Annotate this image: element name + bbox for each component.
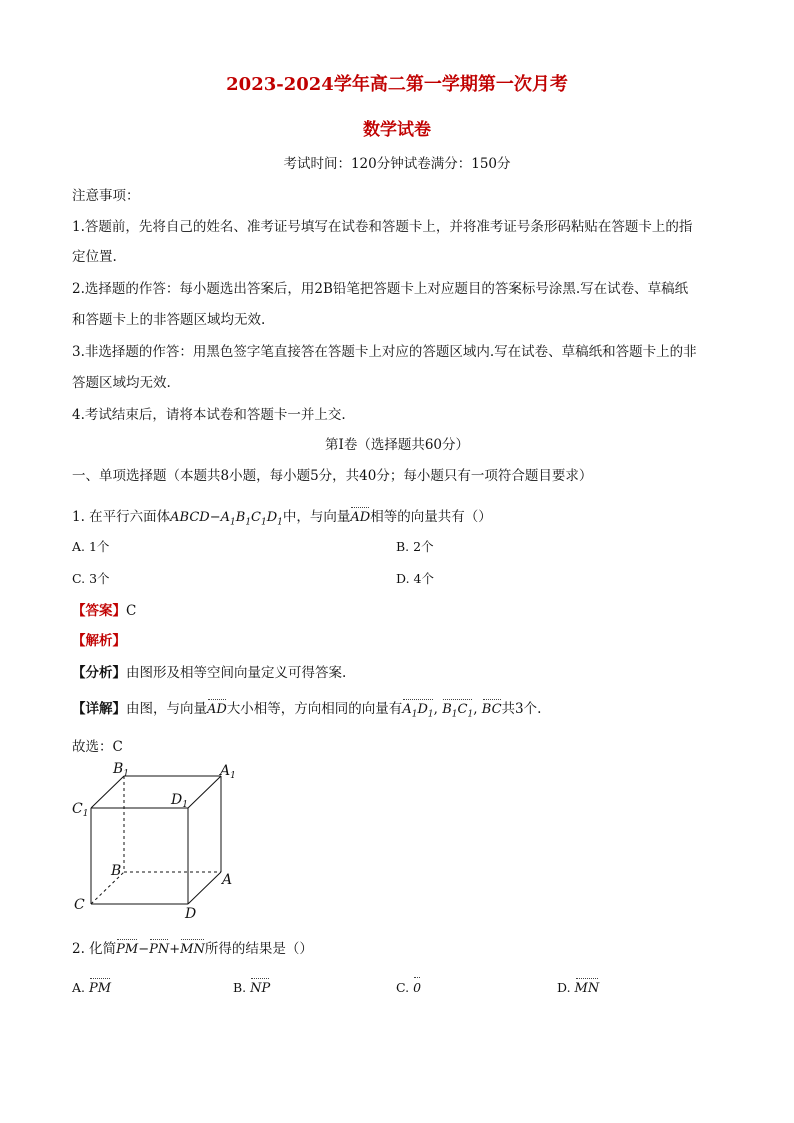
q1-option-a: A. 1个 [72, 539, 110, 554]
q2-term-pm: PM [116, 942, 139, 957]
label-d1: $D_1$ [171, 792, 188, 810]
q1-solid: $ABCD-A_1B_1C_1D_1$ [170, 510, 283, 528]
q1-mid: 中，与向量 [282, 509, 351, 525]
q1-answer: 【答案】C [72, 603, 137, 619]
volume-heading: 第Ⅰ卷（选择题共60分） [324, 437, 469, 453]
question-2: 2. 化简PM−PN+MN所得的结果是（） [72, 941, 313, 957]
q1-prefix: 1. 在平行六面体 [72, 509, 171, 525]
q2-option-a: A. PM [72, 980, 112, 996]
question-1 [72, 505, 492, 528]
notice-item-2b: 和答题卡上的非答题区域均无效. [72, 312, 266, 328]
q1-suffix: 相等的向量共有（） [370, 509, 492, 525]
q2-option-c: C. 0 [396, 980, 422, 995]
label-c: C [74, 897, 85, 913]
q1-option-b: B. 2个 [396, 539, 434, 554]
q1-fenxi: 【分析】由图形及相等空间向量定义可得答案. [72, 665, 347, 681]
notice-item-4: 4.考试结束后，请将本试卷和答题卡一并上交. [72, 407, 346, 423]
label-a1: $A_1$ [220, 763, 236, 781]
q2-option-d: D. MN [557, 980, 600, 996]
q1-conclusion: 故选：C [72, 739, 123, 755]
notice-item-2a: 2.选择题的作答：每小题选出答案后，用2B铅笔把答题卡上对应题目的答案标号涂黑.写在试卷、草稿纸 [72, 281, 689, 297]
label-b1: $B_1$ [113, 761, 130, 779]
q1-option-c: C. 3个 [72, 571, 110, 586]
notice-heading: 注意事项： [72, 188, 140, 204]
notice-item-1b: 定位置. [72, 249, 117, 265]
q2-term-mn: MN [180, 942, 205, 957]
label-b: B [111, 863, 122, 879]
exam-info: 考试时间：120分钟试卷满分：150分 [283, 156, 511, 172]
label-d: D [185, 906, 197, 922]
q1-analysis: 【解析】 [72, 633, 126, 649]
q1-option-d: D. 4个 [396, 571, 434, 586]
q1-detail: 【详解】由图，与向量AD大小相等，方向相同的向量有$A_1D_1$, $B_1C_1$, BC共3个. [72, 701, 542, 720]
subject-title: 数学试卷 [363, 120, 431, 140]
exam-title: 2023-2024学年高二第一学期第一次月考 [226, 74, 568, 95]
notice-item-3a: 3.非选择题的作答：用黑色签字笔直接答在答题卡上对应的答题区域内.写在试卷、草稿纸和答题卡上的非 [72, 344, 697, 360]
q1-vector-ad: AD [350, 510, 371, 525]
cube-figure [68, 756, 248, 926]
label-a: A [222, 872, 233, 888]
notice-item-1a: 1.答题前，先将自己的姓名、准考证号填写在试卷和答题卡上，并将准考证号条形码粘贴在答题卡上的指 [72, 219, 693, 235]
q2-option-b: B. NP [233, 980, 271, 996]
label-c1: $C_1$ [72, 801, 89, 819]
q2-term-pn: PN [149, 942, 170, 957]
notice-item-3b: 答题区域均无效. [72, 375, 171, 391]
section-heading: 一、单项选择题（本题共8小题，每小题5分，共40分；每小题只有一项符合题目要求） [72, 468, 593, 484]
